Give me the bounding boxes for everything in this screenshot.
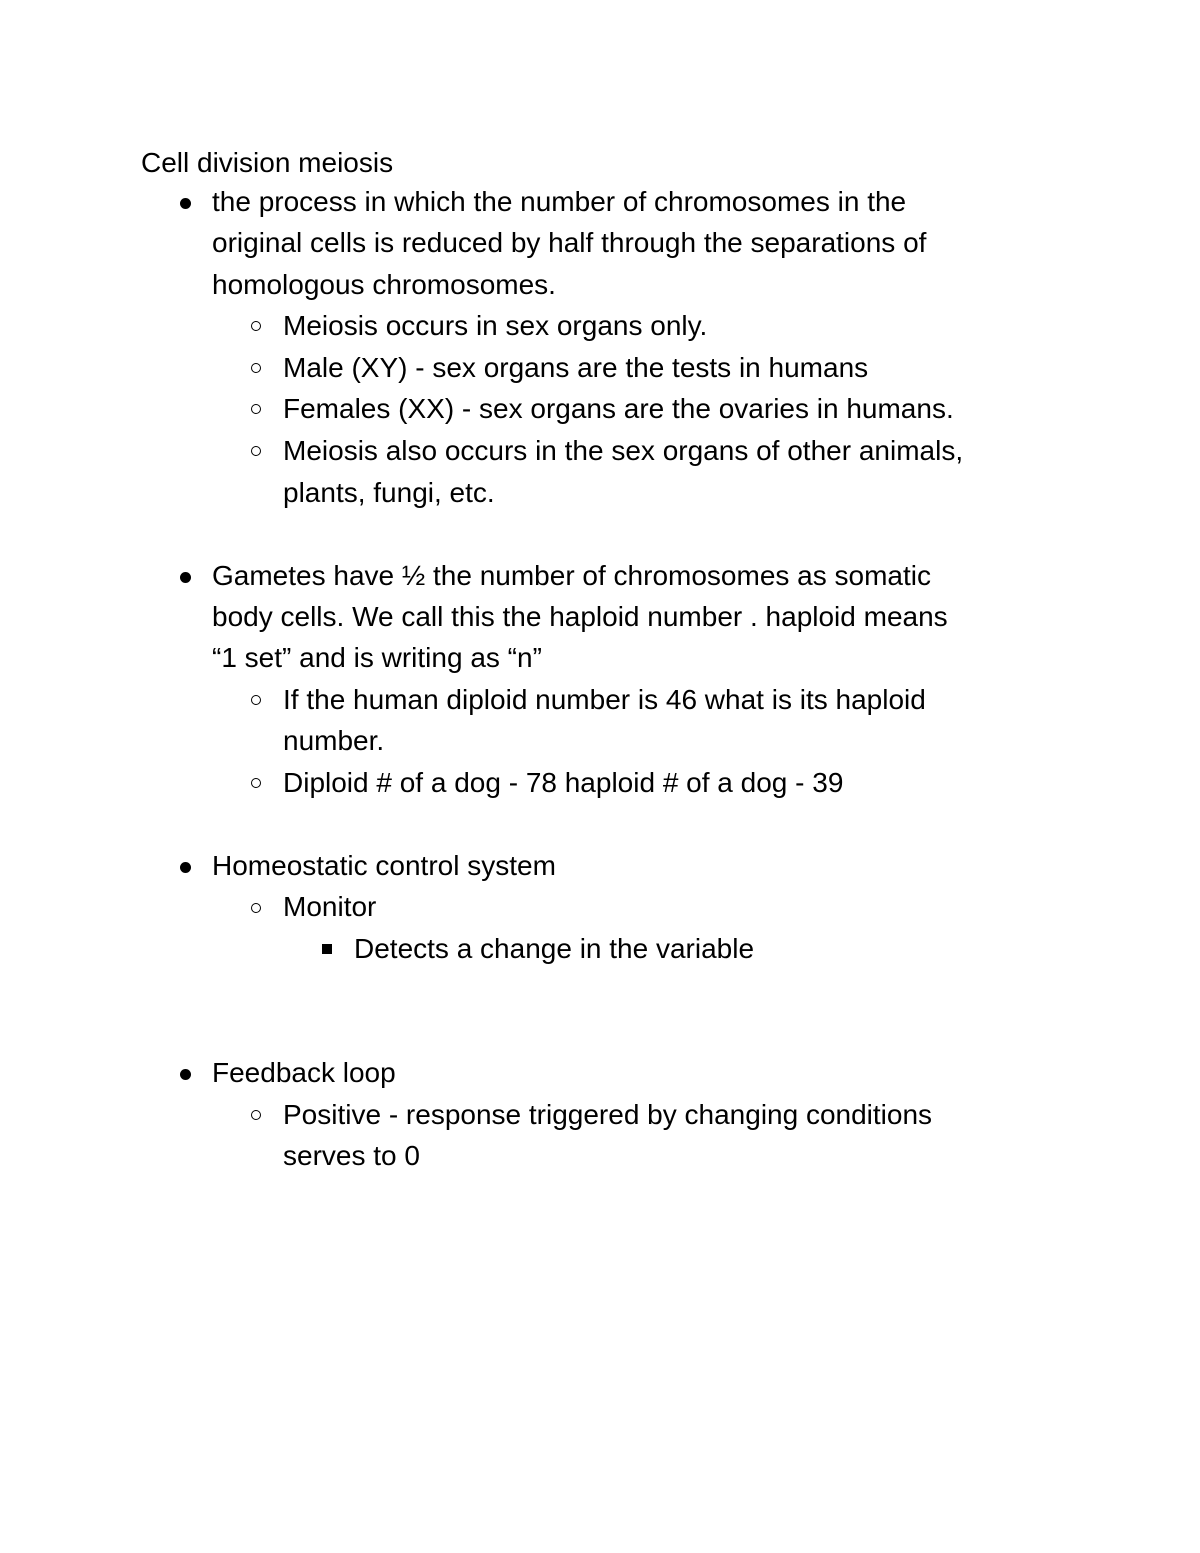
list-item-line: homologous chromosomes.: [212, 269, 556, 300]
bullet-filled-icon: [180, 572, 191, 583]
sub-sub-item-line: Detects a change in the variable: [354, 933, 755, 964]
sub-item-line: Diploid # of a dog - 78 haploid # of a dog - 39: [283, 767, 844, 798]
list-item-line: Homeostatic control system: [212, 850, 556, 881]
bullet-filled-icon: [180, 1069, 191, 1080]
sub-item-line: Male (XY) - sex organs are the tests in humans: [283, 352, 869, 383]
bullet-hollow-icon: [251, 1110, 261, 1120]
bullet-hollow-icon: [251, 321, 261, 331]
bullet-hollow-icon: [251, 446, 261, 456]
bullet-hollow-icon: [251, 695, 261, 705]
sub-item-line: number.: [283, 725, 385, 756]
sub-item-line: Meiosis also occurs in the sex organs of other animals,: [283, 435, 964, 466]
bullet-filled-icon: [180, 198, 191, 209]
list-item-line: “1 set” and is writing as “n”: [212, 642, 542, 673]
list-item-line: Feedback loop: [212, 1057, 396, 1088]
document-title: Cell division meiosis: [141, 147, 394, 178]
list-item-line: Gametes have ½ the number of chromosomes as somatic: [212, 560, 931, 591]
sub-item-line: serves to 0: [283, 1140, 420, 1171]
bullet-filled-icon: [180, 862, 191, 873]
bullet-hollow-icon: [251, 778, 261, 788]
sub-item-line: plants, fungi, etc.: [283, 477, 495, 508]
list-item-line: the process in which the number of chromosomes in the: [212, 186, 907, 217]
sub-item-line: Positive - response triggered by changing conditions: [283, 1099, 933, 1130]
bullet-hollow-icon: [251, 363, 261, 373]
sub-item-line: Meiosis occurs in sex organs only.: [283, 310, 708, 341]
sub-item-line: Monitor: [283, 891, 377, 922]
list-item-line: original cells is reduced by half through the separations of: [212, 227, 927, 258]
sub-item-line: If the human diploid number is 46 what is its haploid: [283, 684, 926, 715]
bullet-hollow-icon: [251, 404, 261, 414]
list-item-line: body cells. We call this the haploid number . haploid means: [212, 601, 948, 632]
bullet-square-icon: [322, 944, 332, 954]
sub-item-line: Females (XX) - sex organs are the ovaries in humans.: [283, 393, 954, 424]
bullet-hollow-icon: [251, 903, 261, 913]
